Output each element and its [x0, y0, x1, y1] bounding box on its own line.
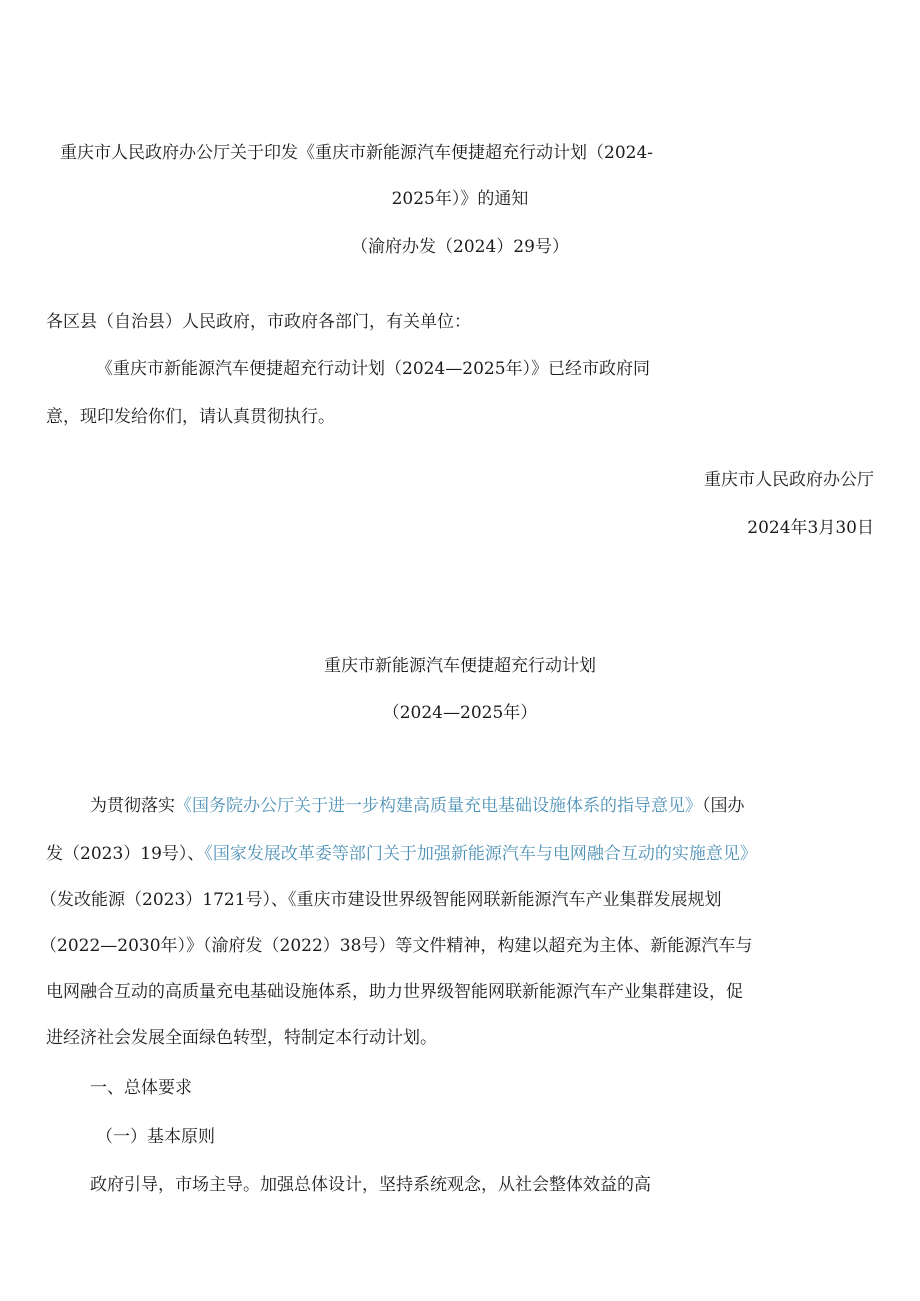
- document-number: （渝府办发（2024）29号）: [351, 237, 569, 257]
- notice-body-line-1: 《重庆市新能源汽车便捷超充行动计划（2024—2025年）》已经市政府同: [96, 359, 651, 379]
- intro-line-5: 电网融合互动的高质量充电基础设施体系，助力世界级智能网联新能源汽车产业集群建设，促: [46, 982, 743, 1002]
- notice-title-line-2: 2025年）》的通知: [391, 189, 529, 209]
- salutation: 各区县（自治县）人民政府，市政府各部门，有关单位：: [46, 312, 471, 332]
- principle-line: 政府引导，市场主导。加强总体设计，坚持系统观念，从社会整体效益的高: [90, 1175, 651, 1195]
- notice-body-line-2: 意，现印发给你们，请认真贯彻执行。: [46, 407, 335, 427]
- intro-line-6: 进经济社会发展全面绿色转型，特制定本行动计划。: [46, 1028, 437, 1048]
- plan-subtitle: （2024—2025年）: [382, 703, 538, 723]
- intro-line-3: （发改能源（2023）1721号）、《重庆市建设世界级智能网联新能源汽车产业集群发展规划: [40, 890, 722, 910]
- intro-line-1-tail: （国办: [702, 796, 745, 816]
- intro-line-4: （2022—2030年）》（渝府发（2022）38号）等文件精神，构建以超充为主体、新能源汽车与: [40, 936, 753, 956]
- intro-line-2: [46, 842, 757, 866]
- signature: 重庆市人民政府办公厅: [704, 470, 874, 490]
- ndrc-opinion-link[interactable]: 《国家发展改革委等部门关于加强新能源汽车与电网融合互动的实施意见》: [204, 844, 757, 864]
- notice-title-line-1: 重庆市人民政府办公厅关于印发《重庆市新能源汽车便捷超充行动计划（2024-: [60, 143, 654, 163]
- intro-line-1-text: 为贯彻落实: [90, 796, 175, 816]
- section-heading-general-requirements: 一、总体要求: [90, 1078, 192, 1098]
- subsection-heading-basic-principles: （一）基本原则: [96, 1127, 215, 1147]
- plan-title: 重庆市新能源汽车便捷超充行动计划: [324, 656, 596, 676]
- state-council-guideline-link[interactable]: 《国务院办公厅关于进一步构建高质量充电基础设施体系的指导意见》: [175, 796, 702, 816]
- intro-line-2-text: 发（2023）19号）、: [46, 844, 205, 864]
- signature-date: 2024年3月30日: [747, 518, 874, 538]
- intro-line-1: [90, 794, 745, 818]
